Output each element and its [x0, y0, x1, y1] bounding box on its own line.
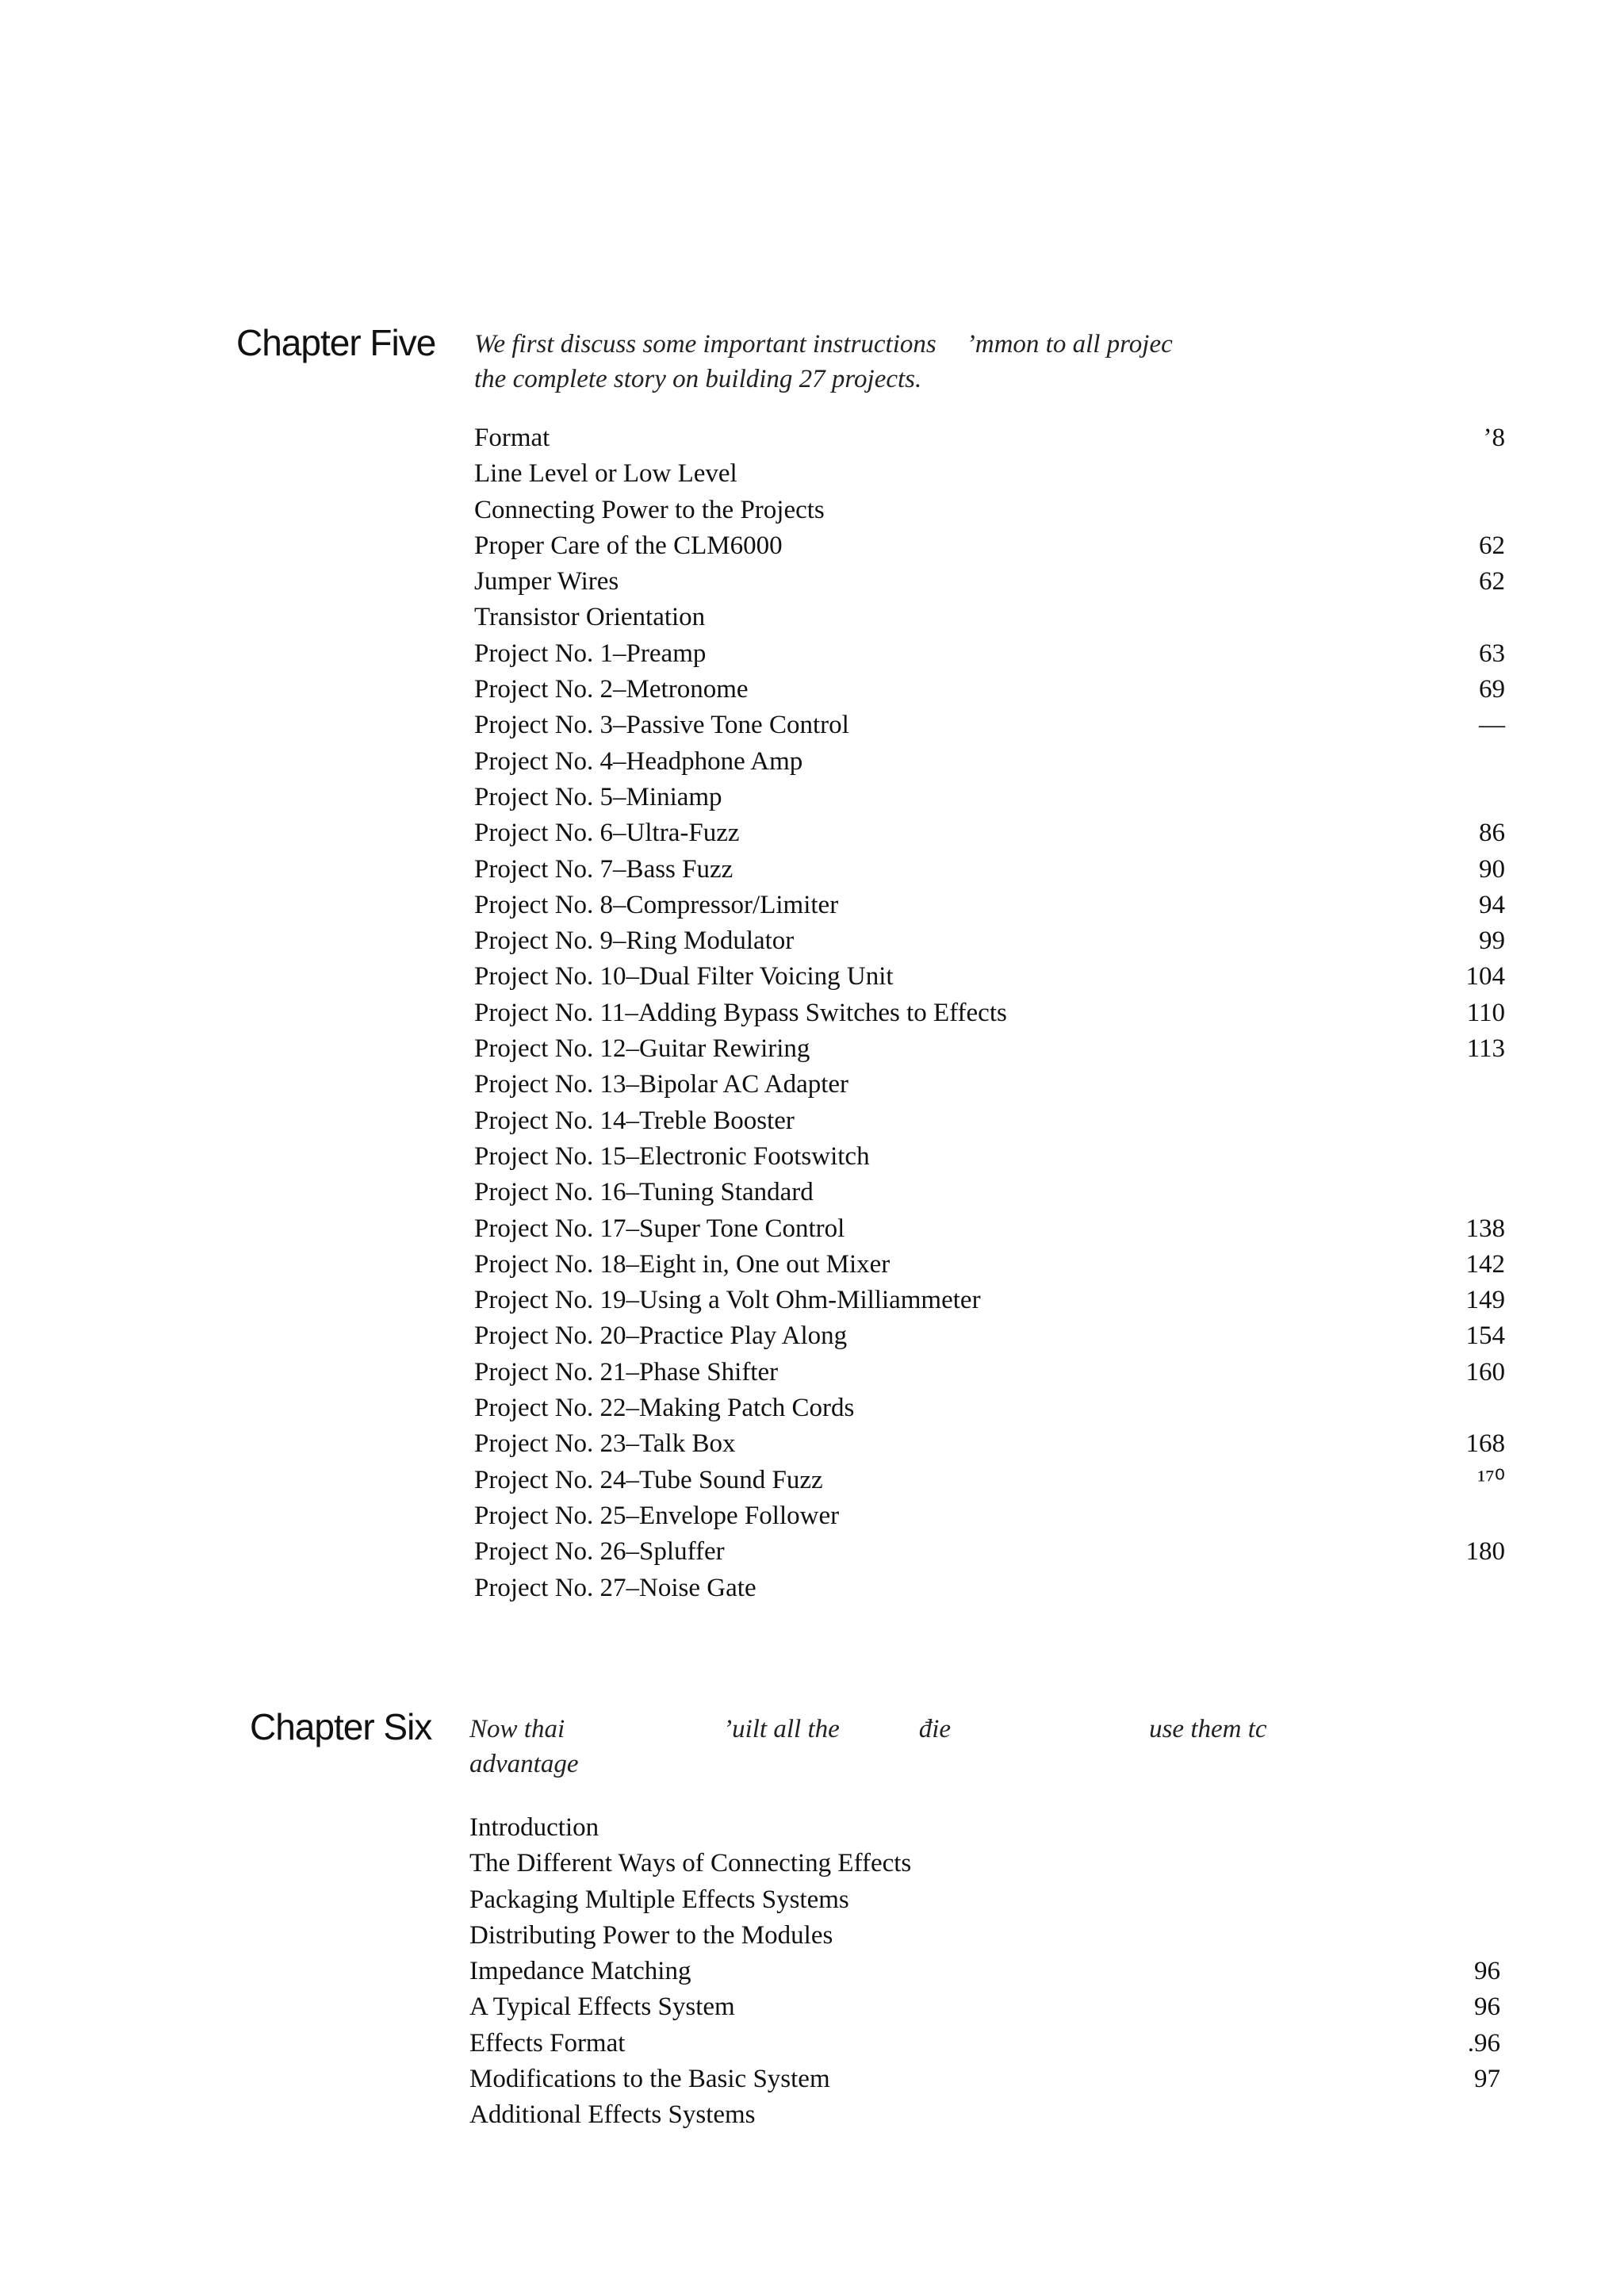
- entry-page-number: .96: [1467, 2028, 1500, 2058]
- entry-page-number: 168: [1465, 1429, 1505, 1459]
- entry-page-number: 97: [1474, 2065, 1500, 2094]
- entry-title: Project No. 26–Spluffer: [474, 1537, 725, 1567]
- contents-entry: [469, 1810, 1500, 1846]
- contents-entry: [474, 852, 1505, 888]
- entry-title: Project No. 10–Dual Filter Voicing Unit: [474, 962, 894, 991]
- entry-page-number: 160: [1465, 1357, 1505, 1387]
- chapter-intro: [469, 1712, 1358, 1782]
- contents-entry: [474, 888, 1505, 923]
- entry-title: Effects Format: [469, 2028, 626, 2058]
- entry-title: Project No. 1–Preamp: [474, 639, 707, 668]
- intro-fragment: ’uilt all the: [723, 1715, 840, 1743]
- contents-entry: [474, 1211, 1505, 1247]
- entry-title: Format: [474, 424, 550, 452]
- entry-title: Project No. 27–Noise Gate: [474, 1573, 756, 1602]
- entry-title: Project No. 21–Phase Shifter: [474, 1357, 779, 1387]
- contents-entry: [469, 2026, 1500, 2062]
- entry-title: Project No. 25–Envelope Follower: [474, 1501, 840, 1530]
- entry-title: Jumper Wires: [474, 567, 619, 596]
- intro-fragment: Now thai: [469, 1715, 565, 1743]
- chapter-title: Chapter Five: [236, 322, 436, 363]
- contents-entry: [474, 1498, 1505, 1534]
- entry-page-number: 154: [1465, 1321, 1505, 1351]
- contents-entry: [474, 456, 1505, 492]
- contents-entry: [469, 1882, 1500, 1918]
- entry-title: The Different Ways of Connecting Effects: [469, 1849, 912, 1878]
- intro-fragment: the complete story on building 27 projects.: [474, 365, 922, 393]
- contents-entry: [474, 493, 1505, 528]
- contents-entry: [469, 1846, 1500, 1881]
- entry-title: Project No. 6–Ultra-Fuzz: [474, 819, 740, 848]
- entry-page-number: 138: [1465, 1214, 1505, 1243]
- contents-entry: [474, 672, 1505, 708]
- contents-entry: [469, 1918, 1500, 1954]
- intro-line: [474, 362, 1362, 397]
- contents-entry: [474, 815, 1505, 851]
- entry-title: Project No. 17–Super Tone Control: [474, 1214, 845, 1243]
- entry-title: Distributing Power to the Modules: [469, 1920, 833, 1950]
- entry-page-number: 104: [1465, 962, 1505, 991]
- entry-title: A Typical Effects System: [469, 1993, 735, 2022]
- entry-title: Project No. 2–Metronome: [474, 675, 749, 704]
- entry-page-number: 63: [1479, 639, 1505, 668]
- intro-fragment: use them tc: [1149, 1715, 1267, 1743]
- entry-title: Line Level or Low Level: [474, 459, 737, 489]
- contents-entry: [474, 420, 1505, 456]
- chapter-title: Chapter Six: [250, 1706, 432, 1747]
- contents-entry: [469, 2062, 1500, 2097]
- entry-page-number: 62: [1479, 567, 1505, 596]
- contents-entry: [474, 1175, 1505, 1210]
- entry-title: Transistor Orientation: [474, 603, 706, 632]
- entry-title: Project No. 15–Electronic Footswitch: [474, 1141, 870, 1171]
- entry-title: Modifications to the Basic System: [469, 2065, 830, 2094]
- entry-title: Project No. 18–Eight in, One out Mixer: [474, 1249, 891, 1279]
- entry-title: Connecting Power to the Projects: [474, 495, 825, 524]
- entry-page-number: 113: [1466, 1034, 1505, 1064]
- contents-entry: [474, 1283, 1505, 1318]
- contents-entry: [474, 1139, 1505, 1175]
- entry-title: Project No. 22–Making Patch Cords: [474, 1394, 855, 1423]
- intro-fragment: đie: [918, 1715, 952, 1743]
- contents-entry: [474, 923, 1505, 959]
- contents-entry: [474, 780, 1505, 815]
- entry-title: Project No. 8–Compressor/Limiter: [474, 890, 839, 919]
- entry-page-number: 142: [1465, 1249, 1505, 1279]
- intro-fragment: We first discuss some important instructions: [474, 330, 936, 359]
- entry-title: Impedance Matching: [469, 1957, 691, 1986]
- entry-page-number: 99: [1479, 926, 1505, 956]
- intro-fragment: advantage: [469, 1750, 579, 1778]
- entry-title: Project No. 24–Tube Sound Fuzz: [474, 1465, 823, 1494]
- contents-entry: [474, 1426, 1505, 1462]
- contents-entry: [474, 1247, 1505, 1283]
- entry-page-number: 69: [1479, 675, 1505, 704]
- contents-list: [469, 1810, 1500, 2134]
- entry-title: Project No. 20–Practice Play Along: [474, 1321, 848, 1351]
- contents-entry: [474, 600, 1505, 635]
- entry-page-number: ’8: [1483, 424, 1505, 452]
- contents-entry: [469, 1954, 1500, 1989]
- contents-entry: [474, 1318, 1505, 1354]
- entry-title: Project No. 4–Headphone Amp: [474, 746, 803, 776]
- entry-page-number: 94: [1479, 890, 1505, 919]
- intro-fragment: ’mmon to all projec: [966, 330, 1173, 359]
- contents-entry: [474, 1355, 1505, 1390]
- entry-page-number: 86: [1479, 819, 1505, 848]
- entry-page-number: 149: [1465, 1286, 1505, 1315]
- contents-entry: [474, 636, 1505, 672]
- entry-title: Project No. 12–Guitar Rewiring: [474, 1034, 810, 1064]
- contents-list: [474, 420, 1505, 1606]
- contents-entry: [474, 744, 1505, 780]
- contents-entry: [474, 1031, 1505, 1067]
- entry-page-number: 96: [1474, 1957, 1500, 1986]
- entry-title: Project No. 3–Passive Tone Control: [474, 711, 849, 740]
- entry-title: Project No. 13–Bipolar AC Adapter: [474, 1070, 849, 1099]
- contents-entry: [474, 708, 1505, 743]
- contents-entry: [474, 1067, 1505, 1103]
- contents-entry: [474, 564, 1505, 600]
- entry-title: Project No. 23–Talk Box: [474, 1429, 736, 1459]
- entry-title: Proper Care of the CLM6000: [474, 531, 783, 560]
- contents-entry: [474, 528, 1505, 564]
- intro-line: [469, 1712, 1358, 1747]
- entry-title: Project No. 16–Tuning Standard: [474, 1178, 814, 1207]
- entry-title: Packaging Multiple Effects Systems: [469, 1885, 849, 1914]
- entry-title: Project No. 9–Ring Modulator: [474, 926, 795, 956]
- entry-title: Project No. 19–Using a Volt Ohm-Milliammeter: [474, 1286, 981, 1315]
- entry-title: Project No. 5–Miniamp: [474, 782, 722, 811]
- intro-line: [474, 327, 1362, 362]
- intro-line: [469, 1747, 1358, 1782]
- entry-page-number: 180: [1465, 1537, 1505, 1567]
- entry-title: Introduction: [469, 1813, 599, 1842]
- chapter-intro: [474, 327, 1362, 397]
- contents-entry: [474, 1390, 1505, 1426]
- entry-page-number: ¹⁷⁰: [1477, 1465, 1505, 1494]
- entry-page-number: 110: [1466, 998, 1505, 1027]
- entry-page-number: 96: [1474, 1993, 1500, 2022]
- contents-entry: [474, 1534, 1505, 1570]
- entry-page-number: ‒‒: [1479, 711, 1505, 740]
- entry-title: Project No. 11–Adding Bypass Switches to Effects: [474, 998, 1007, 1027]
- contents-entry: [469, 2097, 1500, 2133]
- contents-entry: [474, 995, 1505, 1031]
- entry-title: Project No. 14–Treble Booster: [474, 1106, 795, 1135]
- contents-entry: [474, 1571, 1505, 1606]
- entry-page-number: 62: [1479, 531, 1505, 560]
- contents-entry: [469, 1989, 1500, 2025]
- contents-entry: [474, 1103, 1505, 1139]
- entry-title: Project No. 7–Bass Fuzz: [474, 854, 733, 884]
- contents-entry: [474, 1463, 1505, 1498]
- entry-title: Additional Effects Systems: [469, 2100, 756, 2130]
- contents-entry: [474, 959, 1505, 995]
- entry-page-number: 90: [1479, 854, 1505, 884]
